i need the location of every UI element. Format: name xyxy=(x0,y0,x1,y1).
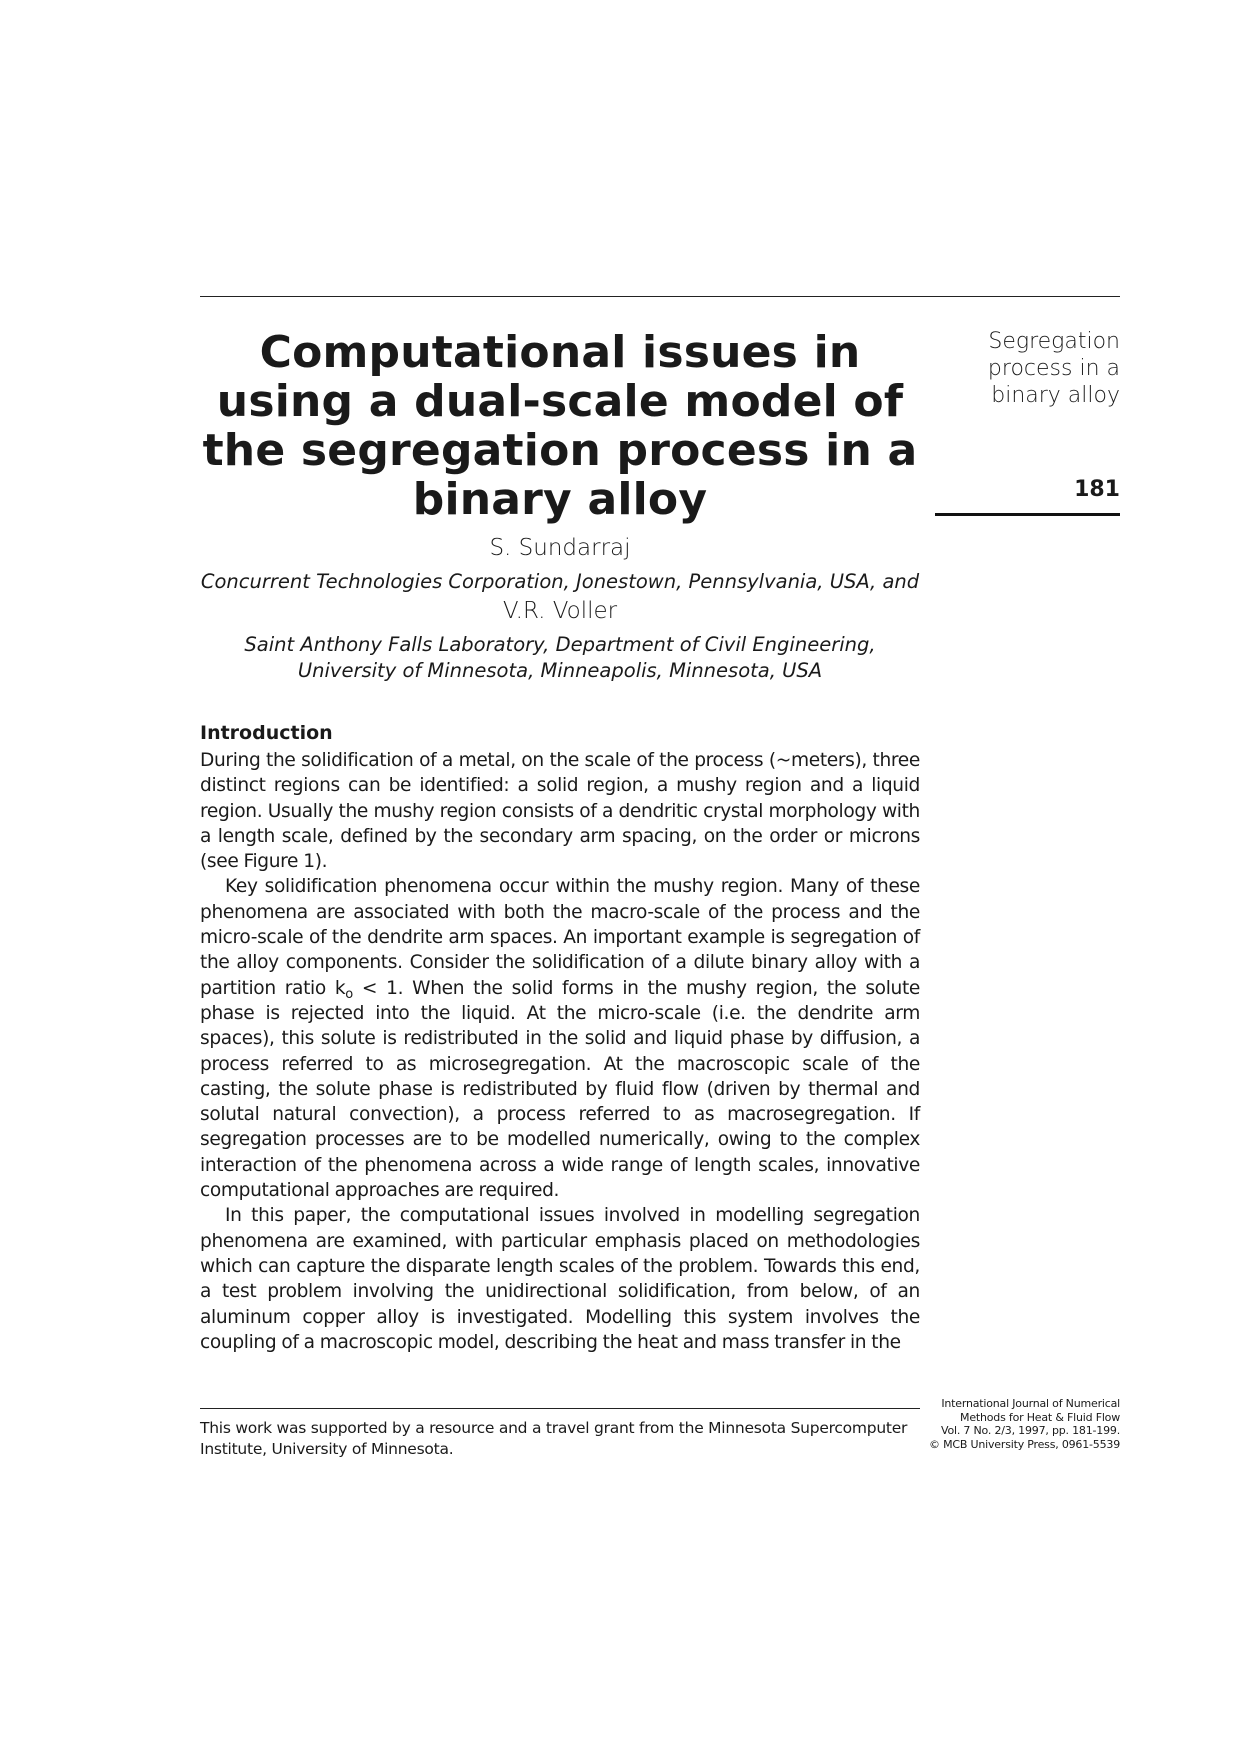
running-title: Segregation process in a binary alloy xyxy=(987,329,1120,408)
article-title: Computational issues in using a dual-scale model of the segregation process in a binary alloy xyxy=(202,327,918,525)
paragraph-1: During the solidification of a metal, on the scale of the process (~meters), three distinct regions can be identified: a solid region, a mushy region and a liquid region. Usually the mushy region consists of a dendritic crystal morphology with a length scale, defined by the secondary arm spacing, on the order or microns (see Figure 1). xyxy=(200,750,920,873)
partition-ratio-subscript: o xyxy=(345,986,353,1002)
author-name-2: V.R. Voller xyxy=(502,598,618,624)
author-affiliation-2: Saint Anthony Falls Laboratory, Department of Civil Engineering, University of Minnesota, Minneapolis, Minnesota, USA xyxy=(244,633,876,682)
paragraph-3: In this paper, the computational issues involved in modelling segregation phenomena are examined, with particular emphasis placed on methodologies which can capture the disparate length scales of the problem. Towards this end, a test problem involving the unidirectional solidification, from below, of an aluminum copper alloy is investigated. Modelling this system involves the coupling of a macroscopic model, describing the heat and mass transfer in the xyxy=(200,1205,920,1353)
top-rule xyxy=(200,296,1120,297)
paragraph-2-part-b: < 1. When the solid forms in the mushy region, the solute phase is rejected into the liquid. At the micro-scale (i.e. the dendrite arm spaces), this solute is redistributed in the solid and liquid phase by diffusion, a process referred to as microsegregation. At the macroscopic scale of the casting, the solute phase is redistributed by fluid flow (driven by thermal and solutal natural convection), a process referred to as macrosegregation. If segregation processes are to be modelled numerically, owing to the complex interaction of the phenomena across a wide range of length scales, innovative computational approaches are required. xyxy=(200,977,920,1202)
journal-info xyxy=(925,1397,1120,1451)
journal-info-line-3: Vol. 7 No. 2/3, 1997, pp. 181-199. xyxy=(940,1424,1120,1437)
journal-info-line-1: International Journal of Numerical xyxy=(941,1397,1120,1410)
main-column xyxy=(200,328,920,1355)
footnote-rule xyxy=(200,1408,920,1409)
journal-info-line-4: © MCB University Press, 0961-5539 xyxy=(929,1437,1120,1451)
author-affiliation-1: Concurrent Technologies Corporation, Jonestown, Pennsylvania, USA, and xyxy=(200,570,920,593)
journal-info-line-2: Methods for Heat & Fluid Flow xyxy=(960,1410,1120,1424)
paragraph-2 xyxy=(200,874,920,1203)
margin-column xyxy=(935,328,1120,409)
author-name-1: S. Sundarraj xyxy=(489,535,631,561)
paragraph-2-part-a: Key solidification phenomena occur within the mushy region. Many of these phenomena are associated with both the macro-scale of the process and the micro-scale of the dendrite arm spaces. An important example is segregation of the alloy components. Consider the solidification of a dilute binary alloy with a partition ratio k xyxy=(200,876,920,999)
page-number: 181 xyxy=(1074,477,1120,502)
page-number-rule xyxy=(935,513,1120,516)
section-heading-introduction: Introduction xyxy=(200,722,333,744)
footnote: This work was supported by a resource and a travel grant from the Minnesota Supercomputer Institute, University of Minnesota. xyxy=(200,1419,908,1458)
